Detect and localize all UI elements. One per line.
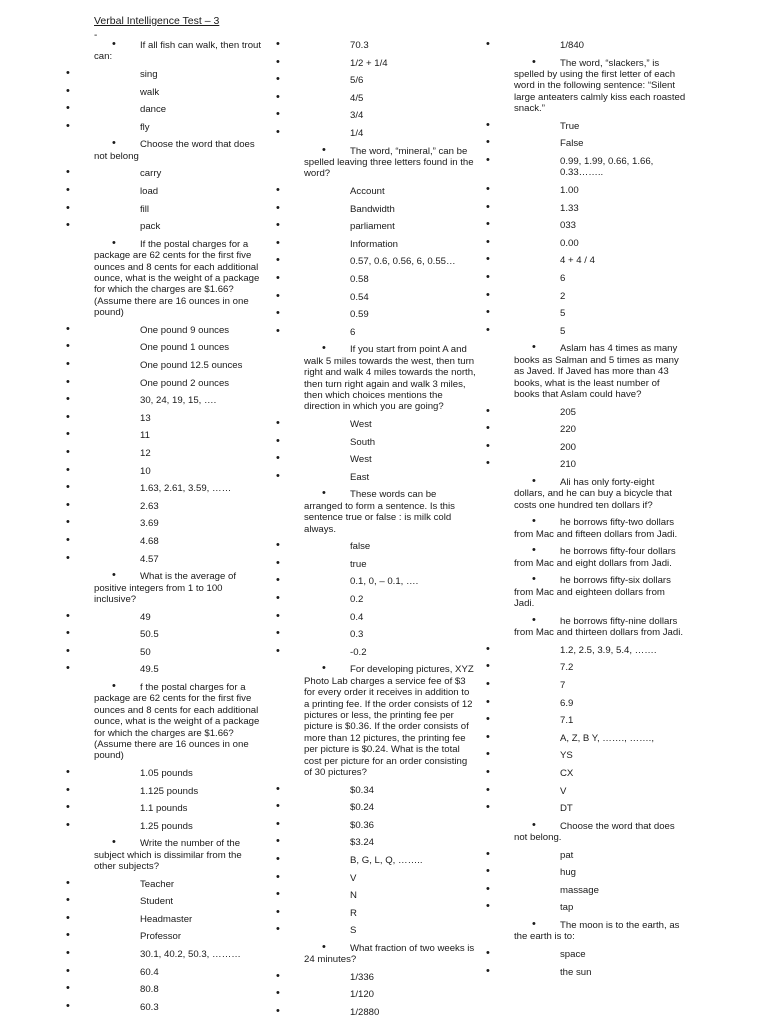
answer-option-item: • 70.3 [276,40,476,51]
answer-option-item: • CX [486,768,686,779]
answer-option-item: • 7 [486,680,686,691]
answer-option-item: • 30.1, 40.2, 50.3, ……… [66,949,266,960]
answer-option-item: • 0.59 [276,309,476,320]
answer-option-item: • 4.57 [66,554,266,565]
answer-option-item: • $0.36 [276,820,476,831]
answer-option-item: • sing [66,69,266,80]
column-right [486,40,686,984]
question-item: • Write the number of the subject which is dissimilar from the other subjects? [66,838,266,872]
answer-option-item: • 1.125 pounds [66,786,266,797]
answer-option-item: • 1.00 [486,185,686,196]
question-item: • Aslam has 4 times as many books as Salman and 5 times as many as Javed. If Javed has more than 43 books, what is the least number of books that Aslam could have? [486,343,686,400]
answer-option-item: • true [276,559,476,570]
answer-option-item: • Bandwidth [276,204,476,215]
answer-option-item: • Information [276,239,476,250]
answer-option-item: • YS [486,750,686,761]
question-item: • f the postal charges for a package are 62 cents for the first five ounces and 8 cents for each additional ounce, what is the weight of a package for which the charges are $1.66? (Assume there are 16 ounces in one pound) [66,682,266,762]
answer-option-item: • 0.2 [276,594,476,605]
question-item: • Choose the word that does not belong. [486,821,686,844]
answer-option-item: • 1.05 pounds [66,768,266,779]
answer-option-item: • fly [66,122,266,133]
answer-option-item: • false [276,541,476,552]
answer-option-item: • 0.1, 0, – 0.1, …. [276,576,476,587]
answer-option-item: • $3.24 [276,837,476,848]
answer-option-item: • $0.34 [276,785,476,796]
question-item: • he borrows fifty-nine dollars from Mac and thirteen dollars from Jadi. [486,616,686,639]
question-item: • Choose the word that does not belong [66,139,266,162]
answer-option-item: • V [276,873,476,884]
question-item: • What fraction of two weeks is 24 minutes? [276,943,476,966]
answer-option-item: • carry [66,168,266,179]
question-item: • Ali has only forty-eight dollars, and he can buy a bicycle that costs one hundred ten dollars if? [486,477,686,511]
answer-option-item: • N [276,890,476,901]
answer-option-item: • 0.99, 1.99, 0.66, 1.66, 0.33…….. [486,156,686,179]
answer-option-item: • Teacher [66,879,266,890]
question-item: • he borrows fifty-two dollars from Mac and fifteen dollars from Jadi. [486,517,686,540]
answer-option-item: • 60.3 [66,1002,266,1013]
answer-option-item: • tap [486,902,686,913]
answer-option-item: • 3/4 [276,110,476,121]
answer-option-item: • Account [276,186,476,197]
question-item: • he borrows fifty-four dollars from Mac and eight dollars from Jadi. [486,546,686,569]
answer-option-item: • 1/2 + 1/4 [276,58,476,69]
answer-option-item: • dance [66,104,266,115]
column-middle [276,40,476,1025]
answer-option-item: • 60.4 [66,967,266,978]
answer-option-item: • pat [486,850,686,861]
answer-option-item: • DT [486,803,686,814]
answer-option-item: • 4.68 [66,536,266,547]
answer-option-item: • 1.25 pounds [66,821,266,832]
answer-option-item: • West [276,454,476,465]
answer-option-item: • 13 [66,413,266,424]
question-item: • The moon is to the earth, as the earth is to: [486,920,686,943]
answer-option-item: • A, Z, B Y, ……., ……., [486,733,686,744]
answer-option-item: • 2.63 [66,501,266,512]
answer-option-item: • 4 + 4 / 4 [486,255,686,266]
answer-option-item: • 220 [486,424,686,435]
question-item: • If all fish can walk, then trout can: [66,40,266,63]
answer-option-item: • 6 [276,327,476,338]
answer-option-item: • South [276,437,476,448]
answer-option-item: • 49 [66,612,266,623]
answer-option-item: • Professor [66,931,266,942]
answer-option-item: • 11 [66,430,266,441]
column-left [66,40,266,1019]
answer-option-item: • 0.00 [486,238,686,249]
answer-option-item: • 49.5 [66,664,266,675]
title-dash: - [94,30,98,41]
answer-option-item: • hug [486,867,686,878]
answer-option-item: • space [486,949,686,960]
answer-option-item: • the sun [486,967,686,978]
answer-option-item: • R [276,908,476,919]
document-title: Verbal Intelligence Test – 3 [94,15,220,27]
answer-option-item: • 033 [486,220,686,231]
answer-option-item: • 50 [66,647,266,658]
answer-option-item: • Headmaster [66,914,266,925]
answer-option-item: • True [486,121,686,132]
answer-option-item: • 1/2880 [276,1007,476,1018]
answer-option-item: • One pound 1 ounces [66,342,266,353]
answer-option-item: • B, G, L, Q, …….. [276,855,476,866]
answer-option-item: • 200 [486,442,686,453]
answer-option-item: • parliament [276,221,476,232]
answer-option-item: • 5 [486,308,686,319]
answer-option-item: • East [276,472,476,483]
answer-option-item: • 2 [486,291,686,302]
answer-option-item: • 1.2, 2.5, 3.9, 5.4, ……. [486,645,686,656]
answer-option-item: • One pound 9 ounces [66,325,266,336]
question-item: • What is the average of positive integers from 1 to 100 inclusive? [66,571,266,605]
question-item: • These words can be arranged to form a sentence. Is this sentence true or false : is milk cold always. [276,489,476,535]
answer-option-item: • 1.63, 2.61, 3.59, …… [66,483,266,494]
answer-option-item: • False [486,138,686,149]
question-item: • he borrows fifty-six dollars from Mac and eighteen dollars from Jadi. [486,575,686,609]
answer-option-item: • 4/5 [276,93,476,104]
answer-option-item: • 0.58 [276,274,476,285]
answer-option-item: • Student [66,896,266,907]
answer-option-item: • 0.4 [276,612,476,623]
question-item: • If the postal charges for a package are 62 cents for the first five ounces and 8 cents for each additional ounce, what is the weight of a package for which the charges are $1.66? (Assume there are 16 ounces in one pound) [66,239,266,319]
answer-option-item: • 210 [486,459,686,470]
answer-option-item: • One pound 12.5 ounces [66,360,266,371]
answer-option-item: • -0.2 [276,647,476,658]
question-item: • The word, “slackers,” is spelled by using the first letter of each word in the following sentence: “Silent large anteaters calmly kiss each roasted snack.” [486,58,686,115]
answer-option-item: • 0.54 [276,292,476,303]
answer-option-item: • massage [486,885,686,896]
question-item: • For developing pictures, XYZ Photo Lab charges a service fee of $3 for every order it receives in addition to a printing fee. If the order consists of 12 pictures or less, the printing fee per picture is $0.36. If the order consists of more than 12 pictures, the printing fee per picture is $0.24. What is the total cost per picture for an order consisting of 30 pictures? [276,664,476,778]
answer-option-item: • 10 [66,466,266,477]
answer-option-item: • One pound 2 ounces [66,378,266,389]
answer-option-item: • V [486,786,686,797]
answer-option-item: • 80.8 [66,984,266,995]
answer-option-item: • 1/336 [276,972,476,983]
answer-option-item: • 3.69 [66,518,266,529]
answer-option-item: • 6.9 [486,698,686,709]
answer-option-item: • S [276,925,476,936]
question-item: • The word, “mineral,” can be spelled leaving three letters found in the word? [276,146,476,180]
answer-option-item: • 5 [486,326,686,337]
answer-option-item: • load [66,186,266,197]
answer-option-item: • 1/840 [486,40,686,51]
answer-option-item: • 1/4 [276,128,476,139]
answer-option-item: • 5/6 [276,75,476,86]
question-item: • If you start from point A and walk 5 miles towards the west, then turn right and walk 4 miles towards the north, then turn right again and walk 3 miles, then which choices mentions the direction in which you are going? [276,344,476,412]
answer-option-item: • 1/120 [276,989,476,1000]
answer-option-item: • 30, 24, 19, 15, …. [66,395,266,406]
answer-option-item: • fill [66,204,266,215]
answer-option-item: • 0.3 [276,629,476,640]
answer-option-item: • West [276,419,476,430]
answer-option-item: • 7.2 [486,662,686,673]
answer-option-item: • pack [66,221,266,232]
answer-option-item: • 50.5 [66,629,266,640]
answer-option-item: • 1.1 pounds [66,803,266,814]
answer-option-item: • 12 [66,448,266,459]
answer-option-item: • 0.57, 0.6, 0.56, 6, 0.55… [276,256,476,267]
answer-option-item: • 7.1 [486,715,686,726]
answer-option-item: • 205 [486,407,686,418]
answer-option-item: • $0.24 [276,802,476,813]
answer-option-item: • 6 [486,273,686,284]
answer-option-item: • 1.33 [486,203,686,214]
answer-option-item: • walk [66,87,266,98]
